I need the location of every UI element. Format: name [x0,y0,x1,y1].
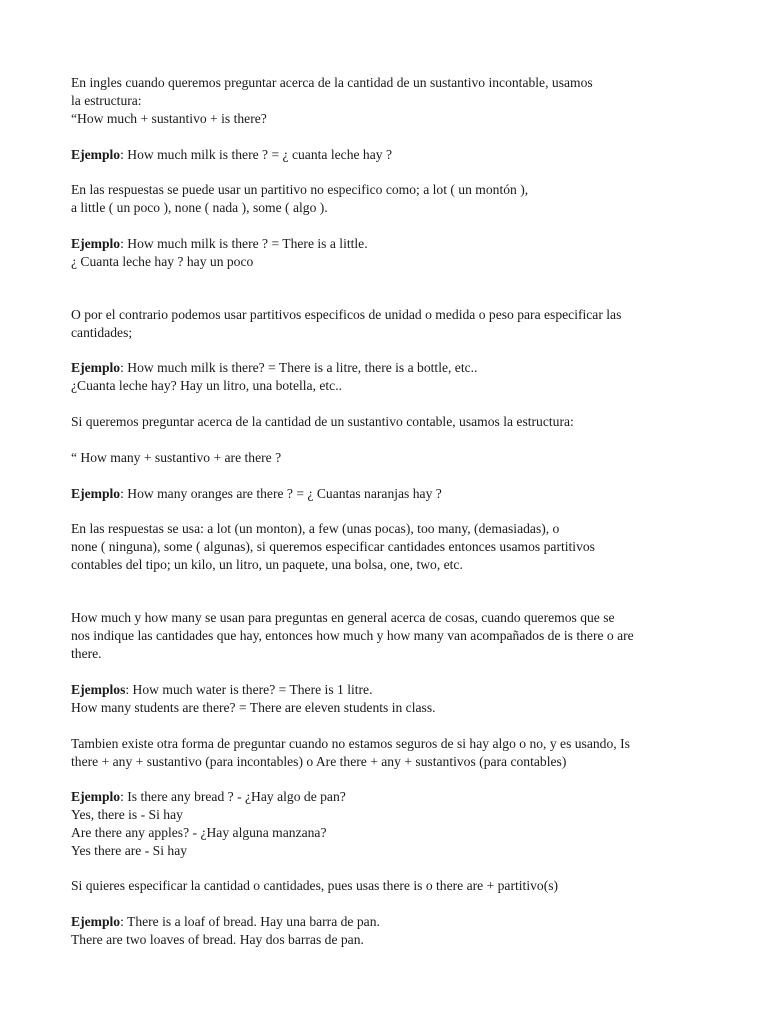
example-line: Yes, there is - Si hay [71,807,183,822]
example-line: ¿Cuanta leche hay? Hay un litro, una botella, etc.. [71,378,343,393]
example-label: Ejemplo [71,236,121,251]
paragraph-line: “ How many + sustantivo + are there ? [71,450,282,465]
paragraph-line: En las respuestas se usa: a lot (un monton), a few (unas pocas), too many, (demasiadas), o [71,521,560,536]
example-text: : How much milk is there ? = ¿ cuanta leche hay ? [120,147,392,162]
example-line [71,913,380,931]
paragraph-line: there + any + sustantivo (para incontables) o Are there + any + sustantivos (para contables) [71,754,567,769]
paragraph-line: none ( ninguna), some ( algunas), si queremos especificar cantidades entonces usamos partitivos [71,539,595,554]
paragraph-line: cantidades; [71,325,133,340]
example-label: Ejemplo [71,147,121,162]
paragraph-line: la estructura: [71,93,142,108]
example-line: How many students are there? = There are eleven students in class. [71,700,436,715]
example-text: : How many oranges are there ? = ¿ Cuantas naranjas hay ? [120,486,442,501]
example-line [71,235,368,253]
example-label: Ejemplo [71,486,121,501]
example-label: Ejemplo [71,914,121,929]
paragraph-line: En ingles cuando queremos preguntar acerca de la cantidad de un sustantivo incontable, usamos [71,75,593,90]
paragraph-line: contables del tipo; un kilo, un litro, un paquete, una bolsa, one, two, etc. [71,557,463,572]
paragraph-line: Tambien existe otra forma de preguntar cuando no estamos seguros de si hay algo o no, y es usando, Is [71,736,630,751]
example-text: : Is there any bread ? - ¿Hay algo de pan? [120,789,346,804]
example-label: Ejemplo [71,360,121,375]
example-line [71,359,477,377]
example-text: : How much milk is there ? = There is a little. [120,236,368,251]
paragraph-line: O por el contrario podemos usar partitivos especificos de unidad o medida o peso para especificar las [71,307,622,322]
example-line: Are there any apples? - ¿Hay alguna manzana? [71,825,327,840]
example-line [71,681,373,699]
paragraph-line: nos indique las cantidades que hay, entonces how much y how many van acompañados de is there o are [71,628,634,643]
example-line [71,485,442,503]
paragraph-line: “How much + sustantivo + is there? [71,111,267,126]
example-line: ¿ Cuanta leche hay ? hay un poco [71,254,254,269]
paragraph-line: Si queremos preguntar acerca de la cantidad de un sustantivo contable, usamos la estructura: [71,414,574,429]
paragraph-line: there. [71,646,102,661]
example-line [71,788,346,806]
example-line: There are two loaves of bread. Hay dos barras de pan. [71,932,364,947]
example-label: Ejemplo [71,789,121,804]
example-text: : How much water is there? = There is 1 litre. [125,682,373,697]
example-line [71,146,392,164]
example-label: Ejemplos [71,682,126,697]
paragraph-line: How much y how many se usan para preguntas en general acerca de cosas, cuando queremos que se [71,610,615,625]
paragraph-line: Si quieres especificar la cantidad o cantidades, pues usas there is o there are + partitivo(s) [71,878,559,893]
paragraph-line: En las respuestas se puede usar un partitivo no especifico como; a lot ( un montón ), [71,182,529,197]
example-line: Yes there are - Si hay [71,843,188,858]
example-text: : There is a loaf of bread. Hay una barra de pan. [120,914,380,929]
example-text: : How much milk is there? = There is a litre, there is a bottle, etc.. [120,360,478,375]
paragraph-line: a little ( un poco ), none ( nada ), some ( algo ). [71,200,328,215]
